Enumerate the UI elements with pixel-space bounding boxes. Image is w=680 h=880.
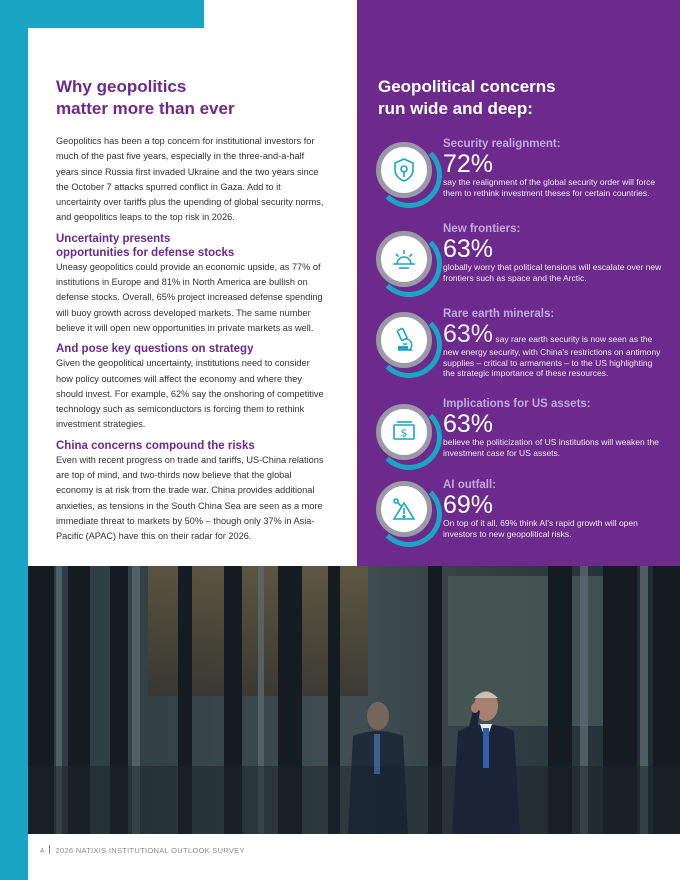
stat-label: New frontiers:: [443, 223, 521, 235]
section-body-strategy: Given the geopolitical uncertainty, institutions need to consider how policy outcomes will affect the economy and where they should invest. For example, 62% say the onshoring of competitive technology such as semiconductors is forcing them to rethink investment strategies.: [56, 358, 324, 430]
article-title: Why geopolitics matter more than ever: [56, 77, 235, 118]
stat-description: globally worry that political tensions will escalate over new frontiers such as space and the Arctic.: [443, 262, 662, 283]
section-body-defense: Uneasy geopolitics could provide an economic upside, as 77% of institutions in Europe and 81% in North America are bullish on defense stocks. Overall, 65% project increased defense spending will buoy growth across developed markets. The same number believe it will open new opportunities in private markets as well.: [56, 261, 323, 333]
businessman-photo-illustration: [28, 566, 680, 834]
stat-label: Implications for US assets:: [443, 398, 591, 410]
stat-percentage: 72%: [443, 150, 494, 178]
hero-photo: [28, 566, 680, 834]
svg-text:$: $: [400, 426, 408, 440]
stat-description: On top of it all, 69% think AI's rapid growth will open investors to new geopolitical risks.: [443, 518, 638, 539]
section-heading-china: China concerns compound the risks: [56, 439, 255, 452]
stat-percentage: 63%: [443, 410, 494, 438]
stat-label: Rare earth minerals:: [443, 308, 555, 320]
stat-description: believe the politicization of US institutions will weaken the investment case for US assets.: [443, 437, 659, 458]
publication-name: 2026 NATIXIS INSTITUTIONAL OUTLOOK SURVEY: [55, 846, 245, 855]
section-body-china: Even with recent progress on trade and tariffs, US-China relations are top of mind, and two-thirds now believe that the global economy is at risk from the trade war. China provides additional anxieties, as tensions in the South China Sea are seen as a more immediate threat to markets by 50% – though only 37% in Asia-Pacific (APAC) have this on their radar for 2026.: [56, 454, 324, 542]
page-number: 4: [40, 846, 45, 855]
stat-percentage: 63%: [443, 320, 494, 348]
microscope-icon: [376, 312, 432, 368]
stat-percentage: 69%: [443, 491, 494, 519]
stat-description: say the realignment of the global security order will force them to rethink investment theses for certain countries.: [443, 177, 656, 198]
stat-percentage: 63%: [443, 235, 494, 263]
section-heading-strategy: And pose key questions on strategy: [56, 343, 254, 356]
teal-top-bar: [0, 0, 204, 28]
intro-paragraph: Geopolitics has been a top concern for institutional investors for much of the past five years, especially in the three-and-a-half years since Russia first invaded Ukraine and the two years since the October 7 attacks spurred conflict in Gaza. Add to it uncertainty over tariffs plus the upending of global security norms, and geopolitics leaps to the top risk in 2026.: [56, 136, 324, 223]
article-column: [56, 76, 326, 545]
dollar-bill-icon: [376, 404, 432, 460]
stat-description: say rare earth security is now seen as the new energy security, with China's restrictions on antimony supplies – critical to armaments – to the US highlighting the strategic importance of these resources.: [443, 334, 661, 378]
stat-label: AI outfall:: [443, 479, 497, 491]
shield-icon: [376, 142, 432, 198]
stats-title: Geopolitical concerns run wide and deep:: [378, 77, 556, 118]
teal-side-bar: [0, 0, 28, 880]
stat-label: Security realignment:: [443, 138, 561, 150]
horizon-sun-icon: [376, 231, 432, 287]
section-heading-defense: Uncertainty presents opportunities for defense stocks: [56, 232, 235, 259]
page-footer: [40, 845, 245, 855]
footer-divider: [49, 845, 50, 854]
ai-warning-icon: [376, 481, 432, 537]
